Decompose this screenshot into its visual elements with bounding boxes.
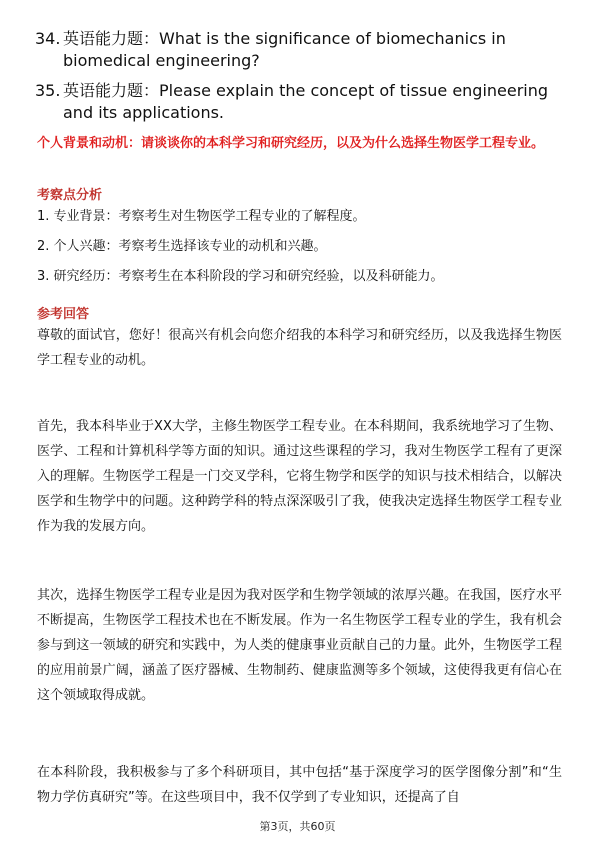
analysis-item: 2. 个人兴趣：考察考生选择该专业的动机和兴趣。 (37, 239, 327, 254)
analysis-item: 1. 专业背景：考察考生对生物医学工程专业的了解程度。 (37, 209, 366, 224)
question-text: 英语能力题：What is the significance of biomechanics in biomedical engineering? (63, 29, 506, 70)
question-text: 英语能力题：Please explain the concept of tissue engineering and its applications. (63, 81, 549, 122)
analysis-heading: 考察点分析 (37, 188, 103, 203)
answer-heading: 参考回答 (37, 307, 90, 322)
question-number: 34. (35, 29, 61, 48)
prompt-title: 个人背景和动机：请谈谈你的本科学习和研究经历，以及为什么选择生物医学工程专业。 (37, 136, 545, 151)
question-number: 35. (35, 81, 61, 100)
answer-paragraph: 在本科阶段，我积极参与了多个科研项目，其中包括“基于深度学习的医学图像分割”和“生物力学仿真研究”等。在这些项目中，我不仅学到了专业知识，还提高了自 (37, 765, 562, 805)
page-footer: 第3页，共60页 (259, 820, 336, 833)
analysis-item: 3. 研究经历：考察考生在本科阶段的学习和研究经验，以及科研能力。 (37, 269, 444, 284)
answer-paragraph: 其次，选择生物医学工程专业是因为我对医学和生物学领域的浓厚兴趣。在我国，医疗水平不断提高，生物医学工程技术也在不断发展。作为一名生物医学工程专业的学生，我有机会参与到这一领域的研究和实践中，为人类的健康事业贡献自己的力量。此外，生物医学工程的应用前景广阔，涵盖了医疗器械、生物制药、健康监测等多个领域，这使得我更有信心在这个领域取得成就。 (37, 588, 562, 703)
answer-paragraph: 尊敬的面试官，您好！很高兴有机会向您介绍我的本科学习和研究经历，以及我选择生物医学工程专业的动机。 (37, 328, 562, 368)
answer-paragraph: 首先，我本科毕业于XX大学，主修生物医学工程专业。在本科期间，我系统地学习了生物、医学、工程和计算机科学等方面的知识。通过这些课程的学习，我对生物医学工程有了更深入的理解。生物医学工程是一门交叉学科，它将生物学和医学的知识与技术相结合，以解决医学和生物学中的问题。这种跨学科的特点深深吸引了我，使我决定选择生物医学工程专业作为我的发展方向。 (37, 419, 562, 534)
